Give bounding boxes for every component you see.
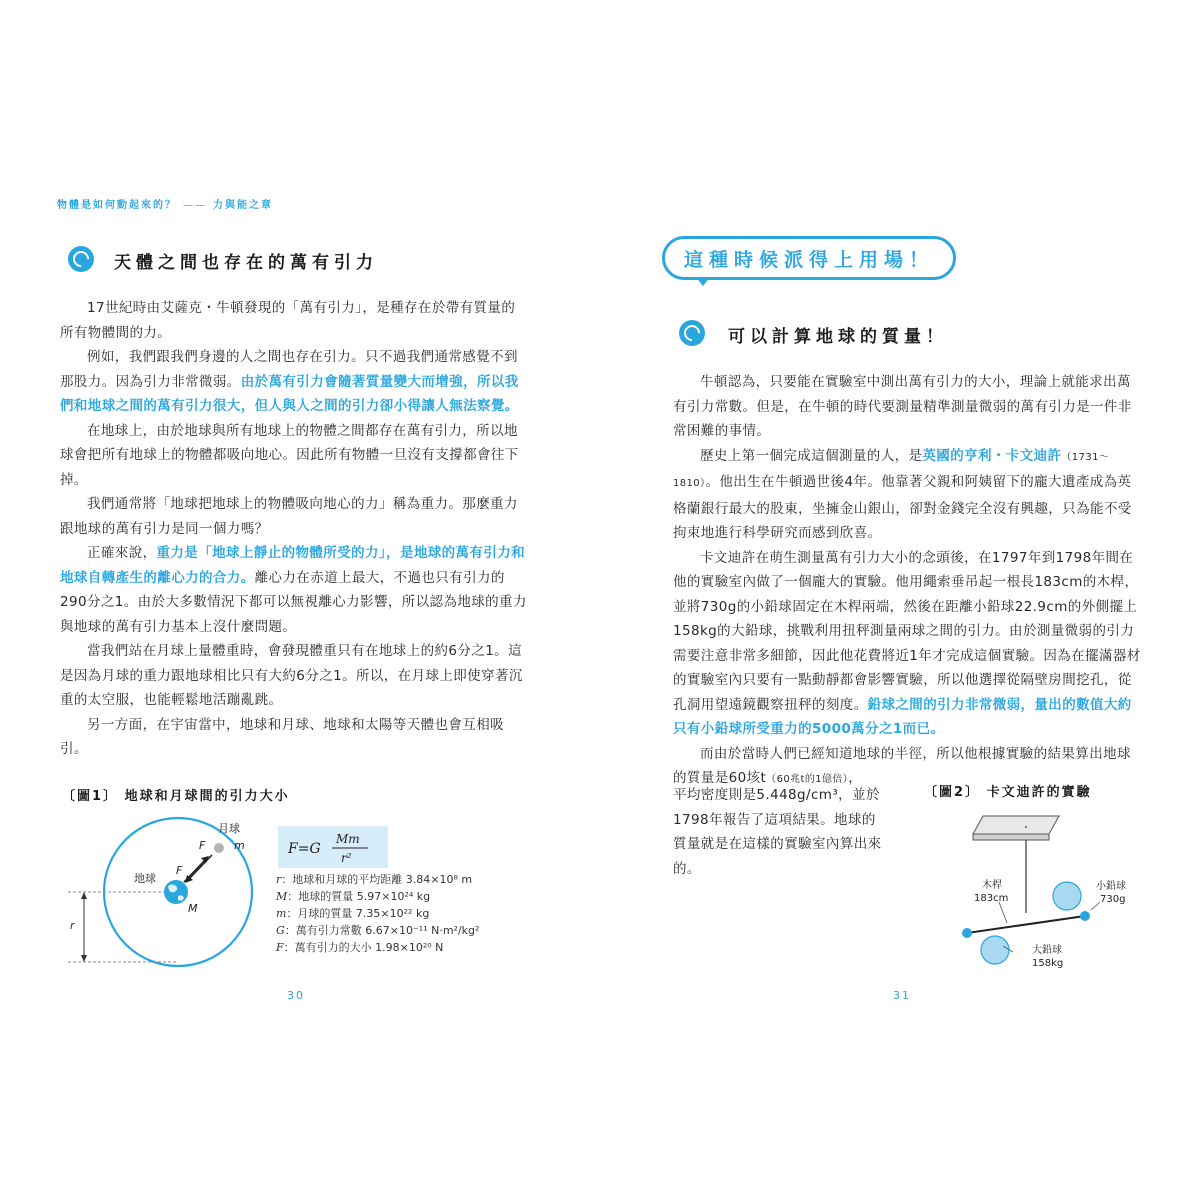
radius-label: r xyxy=(70,919,75,932)
left-body-text xyxy=(60,296,528,762)
small-ball-label: 小鉛球 xyxy=(1096,881,1126,892)
left-paragraph-3: 在地球上，由於地球與所有地球上的物體之間都存在萬有引力，所以地球會把所有地球上的物體都吸向地心。因此所有物體一旦沒有支撐都會往下掉。 xyxy=(60,422,519,488)
left-section-heading: 天體之間也存在的萬有引力 xyxy=(114,253,378,273)
legend-text: ：地球的質量 5.97×10²⁴ kg xyxy=(287,890,431,903)
left-p5-text-c: 離心力在赤道上最大，不過也只有引力的290分之1。由於大多數情況下都可以無視離心力影響，所以認為地球的重力與地球的萬有引力基本上沒什麼問題。 xyxy=(60,569,527,635)
gravitation-formula xyxy=(278,826,388,868)
moon-icon xyxy=(214,843,224,853)
legend-row-m xyxy=(276,905,479,922)
earth-mass-symbol: M xyxy=(188,902,198,915)
big-ball-mass-label: 158kg xyxy=(1032,958,1064,969)
left-p5-highlight: 重力是「地球上靜止的物體所受的力」，是地球的萬有引力和地球自轉產生的離心力的合力。 xyxy=(60,545,526,586)
legend-row-F xyxy=(276,939,479,956)
earth-icon xyxy=(164,880,188,904)
right-p4-text-a: 而由於當時人們已經知道地球的半徑，所以他根據實驗的結果算出地球的質量是60垓t xyxy=(673,745,1131,786)
heading-bullet-icon xyxy=(68,246,94,272)
legend-symbol: G xyxy=(276,924,285,937)
right-paragraph-2 xyxy=(673,444,1143,546)
legend-row-M xyxy=(276,888,479,905)
figure-2-diagram xyxy=(905,810,1145,980)
radius-arrow-bottom xyxy=(81,955,87,962)
force-label-moon: F xyxy=(199,839,206,852)
moon-mass-symbol: m xyxy=(234,839,245,852)
right-p4-note: （60兆t的1億倍） xyxy=(766,774,849,785)
moon-label: 月球 xyxy=(218,822,240,835)
right-p4-comma: ， xyxy=(848,770,863,786)
radius-arrow-top xyxy=(81,892,87,899)
large-lead-ball-lower xyxy=(981,936,1009,964)
figure-1-diagram xyxy=(60,812,280,974)
right-p3-text: 卡文迪許在萌生測量萬有引力大小的念頭後，在1797年到1798年間在他的實驗室內做了一個龐大的實驗。他用繩索垂吊起一根長183cm的木桿，並將730g的小鉛球固定在木桿兩端，然後在距離小鉛球22.9cm的外側擺上158kg的大鉛球，挑戰利用扭秤測量兩球之間的引力。由於測量微弱的引力需要注意非常多細節，因此他花費將近1年才完成這個實驗。因為在擺滿器材的實驗室內只要有一點動靜都會影響實驗，所以他選擇從隔壁房間挖孔，從孔洞用望遠鏡觀察扭秤的刻度。 xyxy=(673,549,1141,713)
page-number-left: 30 xyxy=(287,989,305,1002)
rod-label: 木桿 xyxy=(982,880,1002,891)
right-p2-text-d: 。他出生在牛頓過世後4年。他靠著父親和阿姨留下的龐大遺產成為英格蘭銀行最大的股東，坐擁金山銀山，卻對金錢完全沒有興趣，只為能不受拘束地進行科學研究而感到欣喜。 xyxy=(673,474,1132,541)
banner-tail xyxy=(696,277,710,286)
figure-1-title: 〔圖1〕 地球和月球間的引力大小 xyxy=(62,789,290,804)
right-section-heading: 可以計算地球的質量！ xyxy=(728,327,948,347)
rod-leader-line xyxy=(999,902,1007,923)
left-paragraph-1: 17世紀時由艾薩克・牛頓發現的「萬有引力」，是種存在於帶有質量的所有物體間的力。 xyxy=(60,300,516,341)
right-paragraph-4b: 平均密度則是5.448g/cm³，並於1798年報告了這項結果。地球的質量就是在這樣的實驗室內算出來的。 xyxy=(673,787,882,877)
left-p2-text: 例如，我們跟我們身邊的人之間也存在引力。只不過我們通常感覺不到那股力。因為引力非常微弱。 xyxy=(60,349,518,390)
right-p3-highlight: 鉛球之間的引力非常微弱，量出的數值大約只有小鉛球所受重力的5000萬分之1而已。 xyxy=(673,696,1132,737)
legend-symbol: M xyxy=(276,890,288,903)
suspension-point xyxy=(1025,826,1027,828)
legend-text: ：萬有引力的大小 1.98×10²⁰ N xyxy=(283,941,444,954)
torsion-rod xyxy=(967,916,1085,933)
left-p5-text-a: 正確來說， xyxy=(87,545,157,561)
left-paragraph-5 xyxy=(60,541,528,639)
right-p2-years: （1731～1810） xyxy=(673,451,1110,489)
left-paragraph-4: 我們通常將「地球把地球上的物體吸向地心的力」稱為重力。那麼重力跟地球的萬有引力是同一個力嗎？ xyxy=(60,496,518,537)
running-header xyxy=(57,196,273,211)
right-p2-highlight: 英國的亨利・卡文迪許 xyxy=(922,447,1062,464)
page-number-right: 31 xyxy=(893,989,911,1002)
small-ball-mass-label: 730g xyxy=(1100,894,1126,905)
formula-lhs: F=G xyxy=(288,841,321,857)
legend-text: ：月球的質量 7.35×10²² kg xyxy=(286,907,430,920)
formula-numerator: Mm xyxy=(336,832,360,846)
figure-2-title: 〔圖2〕 卡文迪許的實驗 xyxy=(924,785,1092,800)
large-lead-ball-upper xyxy=(1053,882,1081,910)
left-paragraph-6: 當我們站在月球上量體重時，會發現體重只有在地球上的約6分之1。這是因為月球的重力跟地球相比只有大約6分之1。所以，在月球上即使穿著沉重的太空服，也能輕鬆地活蹦亂跳。 xyxy=(60,643,523,708)
legend-text: ：地球和月球的平均距離 3.84×10⁸ m xyxy=(281,873,473,886)
force-arrow-earth xyxy=(184,859,206,882)
left-paragraph-2 xyxy=(60,345,528,419)
left-p2-highlight: 由於萬有引力會隨著質量變大而增強，所以我們和地球之間的萬有引力很大，但人與人之間的引力卻小得讓人無法察覺。 xyxy=(60,373,519,414)
right-paragraph-3 xyxy=(673,546,1143,742)
running-header-title: 物體是如何動起來的？ xyxy=(57,200,177,211)
small-lead-ball-left xyxy=(962,928,972,938)
right-body-text xyxy=(673,370,1143,793)
legend-symbol: F xyxy=(276,941,284,954)
legend-symbol: r xyxy=(276,873,282,886)
earth-label: 地球 xyxy=(134,872,156,885)
right-paragraph-1: 牛頓認為，只要能在實驗室中測出萬有引力的大小，理論上就能求出萬有引力常數。但是，在牛頓的時代要測量精準測量微弱的萬有引力是一件非常困難的事情。 xyxy=(673,374,1132,439)
legend-symbol: m xyxy=(276,907,287,920)
ceiling-mount xyxy=(973,816,1059,834)
force-label-earth: F xyxy=(176,864,183,877)
left-paragraph-7: 另一方面，在宇宙當中，地球和月球、地球和太陽等天體也會互相吸引。 xyxy=(60,716,504,757)
heading-bullet-icon xyxy=(679,320,705,346)
legend-text: ：萬有引力常數 6.67×10⁻¹¹ N·m²/kg² xyxy=(284,924,480,937)
right-p2-text-a: 歷史上第一個完成這個測量的人，是 xyxy=(700,447,923,464)
big-ball-label: 大鉛球 xyxy=(1032,945,1062,956)
usage-banner: 這種時候派得上用場！ xyxy=(662,236,956,280)
running-header-chapter: 力與能之章 xyxy=(213,200,273,211)
small-lead-ball-right xyxy=(1080,911,1090,921)
formula-denominator: r² xyxy=(341,851,352,865)
force-arrow-moon xyxy=(188,855,212,880)
legend-row-r xyxy=(276,871,479,888)
formula-legend xyxy=(276,871,479,956)
right-body-text-wrap xyxy=(673,783,889,881)
small-ball-leader-line xyxy=(1091,902,1100,910)
ceiling-mount-edge xyxy=(973,834,1049,840)
rod-length-label: 183cm xyxy=(974,893,1009,904)
legend-row-G xyxy=(276,922,479,939)
running-header-dash: —— xyxy=(183,200,207,211)
